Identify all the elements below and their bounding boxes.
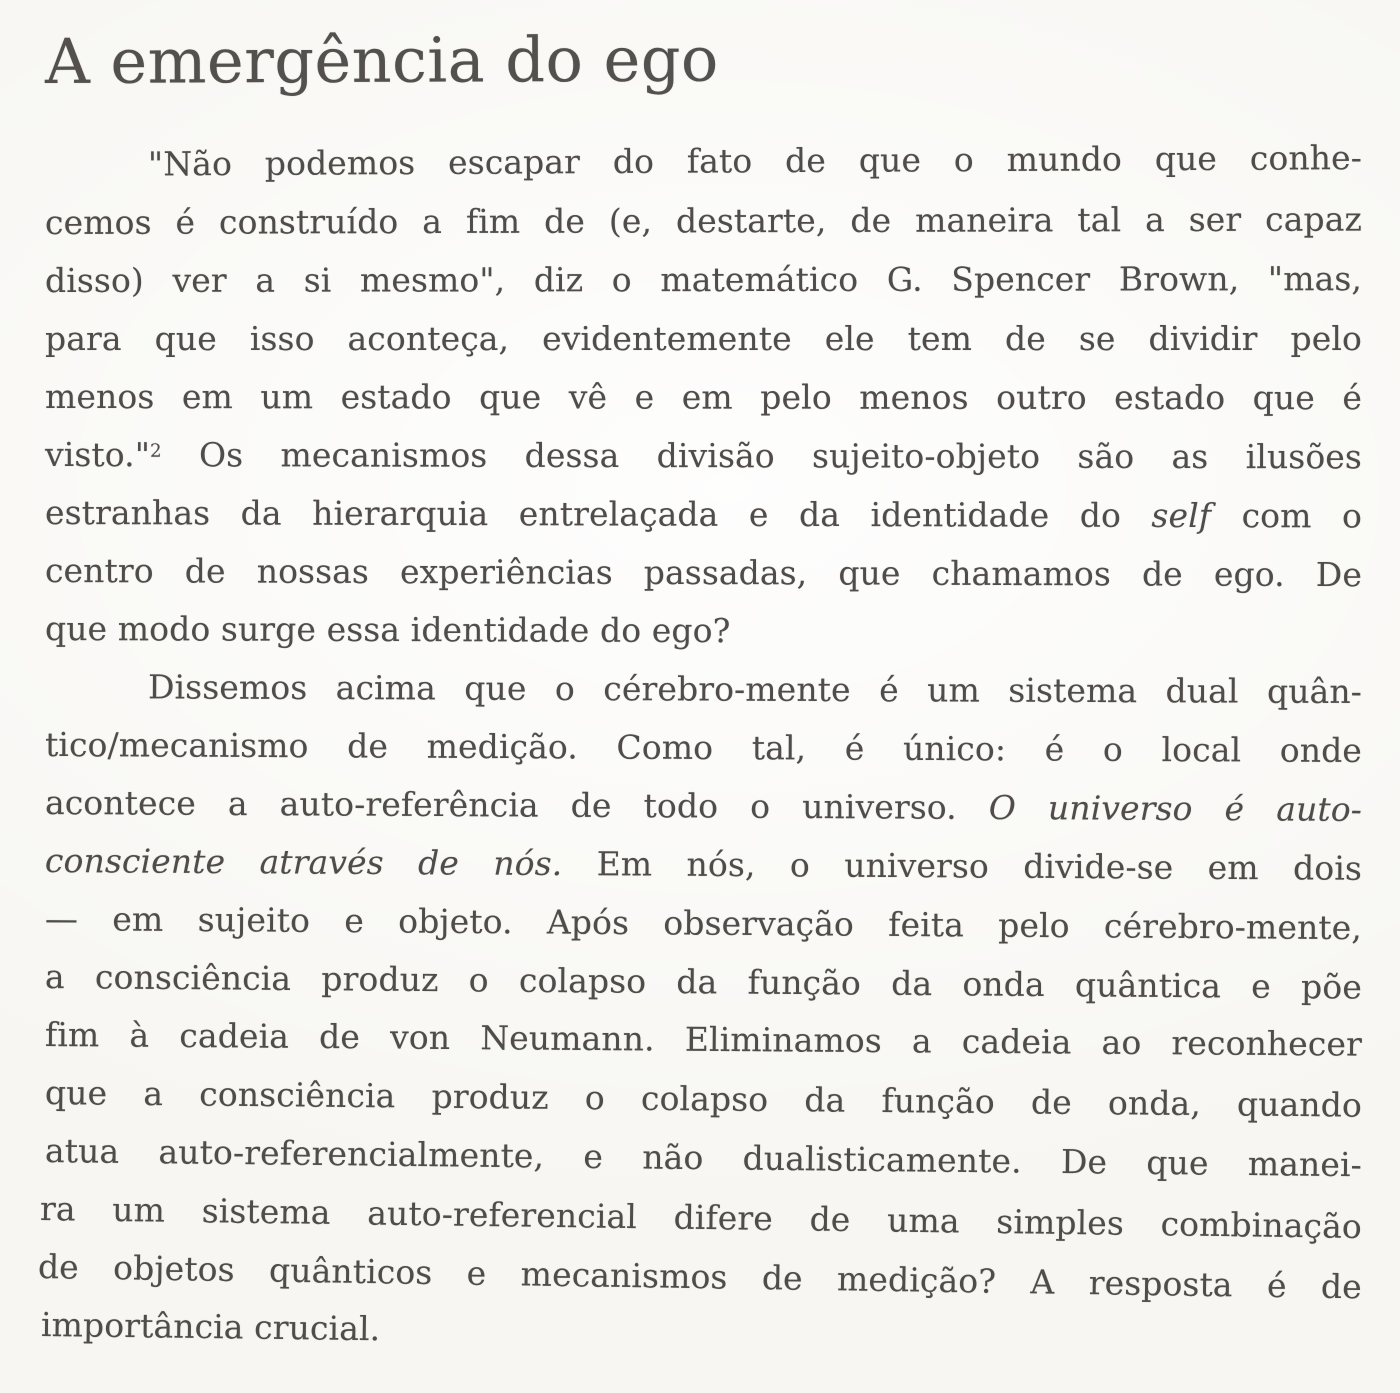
section-heading: A emergência do ego <box>44 22 719 98</box>
text-line: importância crucial. <box>40 1305 381 1349</box>
text-line: de objetos quânticos e mecanismos de medição? A resposta é de <box>37 1247 1363 1307</box>
text-line: tico/mecanismo de medição. Como tal, é único: é o local onde <box>44 725 1363 770</box>
text-line <box>45 484 1362 545</box>
text-line: atua auto-referencialmente, e não dualisticamente. De que manei- <box>44 1131 1363 1185</box>
italic-text-segment: consciente através de nós. <box>44 841 563 884</box>
paragraph-1 <box>45 136 1362 658</box>
text-line: disso) ver a si mesmo", diz o matemático G. Spencer Brown, "mas, <box>44 259 1363 300</box>
text-segment: Os mecanismos dessa divisão sujeito-objeto são as ilusões <box>161 435 1363 477</box>
text-line <box>45 774 1362 839</box>
text-line: cemos é construído a fim de (e, destarte, de maneira tal a ser capaz <box>44 199 1363 242</box>
body-text <box>37 136 1363 1354</box>
text-line: fim à cadeia de von Neumann. Eliminamos a cadeia ao reconhecer <box>44 1015 1363 1064</box>
text-line: centro de nossas experiências passadas, que chamamos de ego. De <box>44 551 1363 595</box>
text-line: — em sujeito e objeto. Após observação feita pelo cérebro-mente, <box>44 899 1363 948</box>
text-line: para que isso aconteça, evidentemente ele tem de se dividir pelo <box>45 319 1362 358</box>
text-segment: Em nós, o universo divide-se em dois <box>562 844 1363 888</box>
text-line: que modo surge essa identidade do ego? <box>44 609 731 651</box>
italic-text-segment: O universo é auto- <box>988 787 1363 829</box>
text-segment: estranhas da hierarquia entrelaçada e da identidade do <box>44 493 1152 535</box>
text-line: a consciência produz o colapso da função da onda quântica e põe <box>44 957 1363 1007</box>
italic-text-segment: self <box>1151 495 1212 536</box>
text-line: que a consciência produz o colapso da função de onda, quando <box>44 1073 1363 1125</box>
text-line <box>45 832 1362 898</box>
text-segment: acontece a auto-referência de todo o universo. <box>44 783 989 827</box>
paragraph-2 <box>37 658 1363 1354</box>
text-line <box>45 426 1362 486</box>
text-line: Dissemos acima que o cérebro-mente é um sistema dual quân- <box>147 667 1363 712</box>
text-line: "Não podemos escapar do fato de que o mundo que conhe- <box>147 138 1363 184</box>
footnote-marker: 2 <box>150 440 162 462</box>
text-line: menos em um estado que vê e em pelo menos outro estado que é <box>44 377 1363 418</box>
text-segment: visto." <box>44 435 151 475</box>
text-segment: com o <box>1211 496 1363 536</box>
text-line: ra um sistema auto-referencial difere de uma simples combinação <box>39 1189 1363 1246</box>
